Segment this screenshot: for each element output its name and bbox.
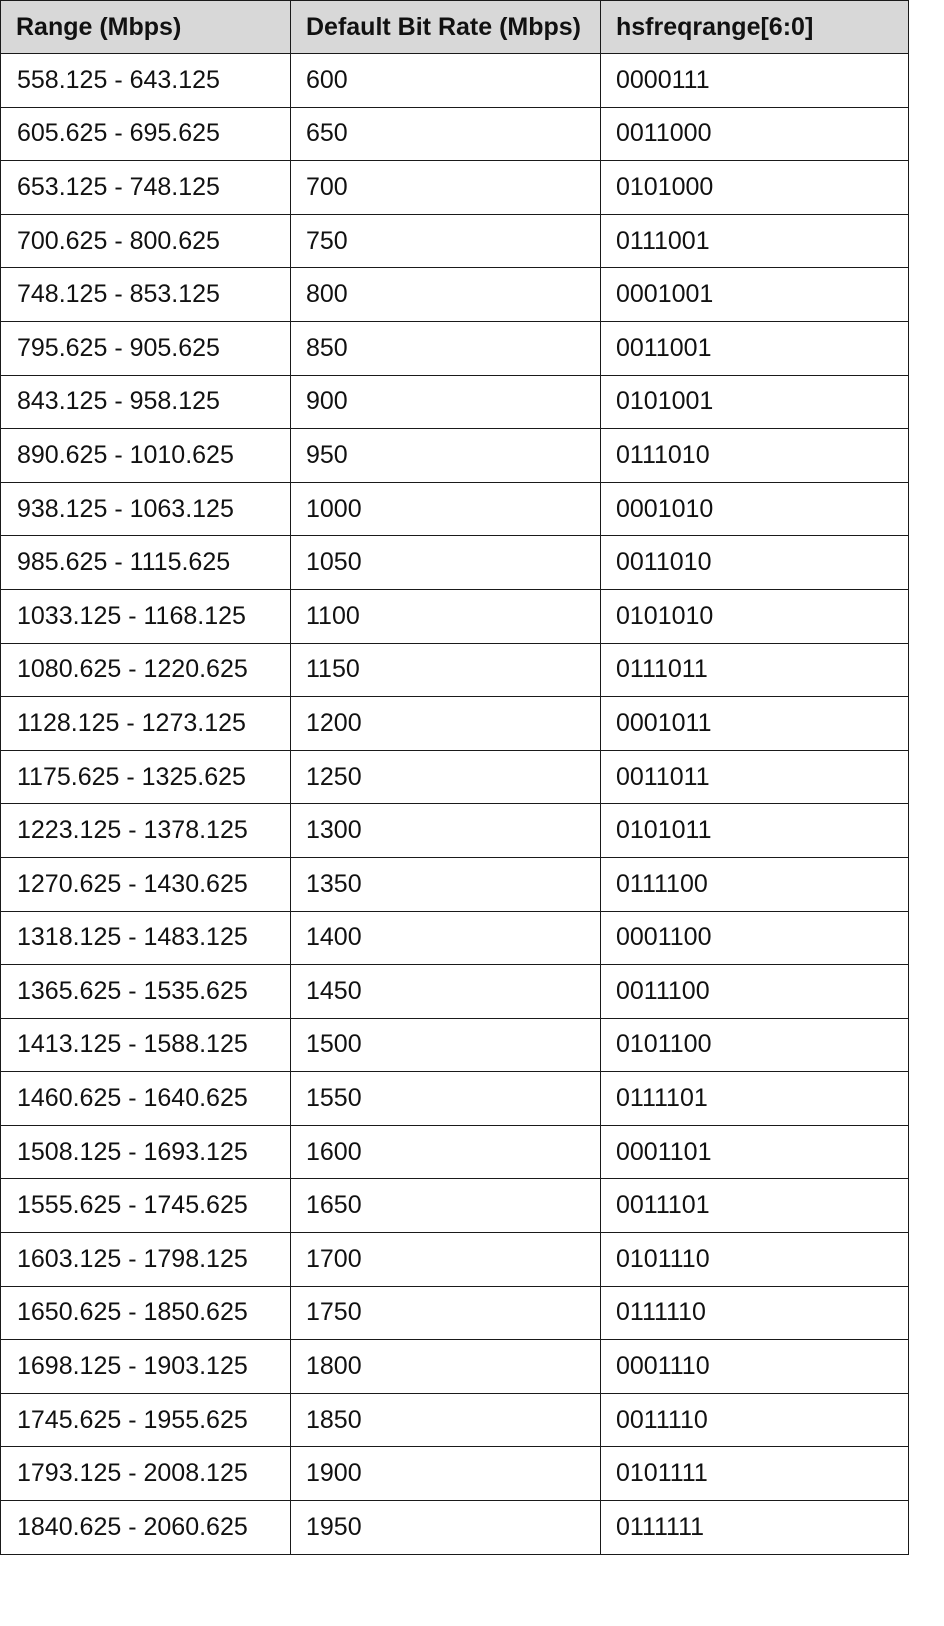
hsfreqrange-cell: 0101010 [601, 589, 909, 643]
hsfreqrange-cell: 0011001 [601, 321, 909, 375]
table-row [1, 1447, 909, 1501]
hsfreqrange-cell: 0101000 [601, 161, 909, 215]
table-row [1, 1125, 909, 1179]
hsfreqrange-cell: 0101111 [601, 1447, 909, 1501]
default-bit-rate-cell: 1100 [291, 589, 601, 643]
table-row [1, 1018, 909, 1072]
default-bit-rate-cell: 1450 [291, 965, 601, 1019]
table-row [1, 375, 909, 429]
range-cell: 1223.125 - 1378.125 [1, 804, 291, 858]
table-row [1, 1233, 909, 1287]
table-row [1, 161, 909, 215]
hsfreqrange-cell: 0011110 [601, 1393, 909, 1447]
default-bit-rate-cell: 1650 [291, 1179, 601, 1233]
default-bit-rate-cell: 1050 [291, 536, 601, 590]
hsfreqrange-cell: 0011010 [601, 536, 909, 590]
range-cell: 938.125 - 1063.125 [1, 482, 291, 536]
range-cell: 1128.125 - 1273.125 [1, 697, 291, 751]
range-cell: 1508.125 - 1693.125 [1, 1125, 291, 1179]
range-cell: 1793.125 - 2008.125 [1, 1447, 291, 1501]
range-cell: 1698.125 - 1903.125 [1, 1340, 291, 1394]
range-cell: 1745.625 - 1955.625 [1, 1393, 291, 1447]
column-header-hsfreqrange: hsfreqrange[6:0] [601, 1, 909, 54]
default-bit-rate-cell: 750 [291, 214, 601, 268]
table-row [1, 750, 909, 804]
hsfreqrange-cell: 0111101 [601, 1072, 909, 1126]
range-cell: 1175.625 - 1325.625 [1, 750, 291, 804]
table-row [1, 911, 909, 965]
table-row [1, 214, 909, 268]
default-bit-rate-cell: 1900 [291, 1447, 601, 1501]
default-bit-rate-cell: 1600 [291, 1125, 601, 1179]
range-cell: 605.625 - 695.625 [1, 107, 291, 161]
table-row [1, 107, 909, 161]
default-bit-rate-cell: 1850 [291, 1393, 601, 1447]
hsfreqrange-cell: 0001011 [601, 697, 909, 751]
default-bit-rate-cell: 1750 [291, 1286, 601, 1340]
default-bit-rate-cell: 1550 [291, 1072, 601, 1126]
hsfreqrange-cell: 0111010 [601, 429, 909, 483]
hsfreqrange-cell: 0101011 [601, 804, 909, 858]
table-row [1, 1393, 909, 1447]
default-bit-rate-cell: 650 [291, 107, 601, 161]
table-row [1, 1501, 909, 1555]
default-bit-rate-cell: 1300 [291, 804, 601, 858]
hsfreqrange-cell: 0111001 [601, 214, 909, 268]
default-bit-rate-cell: 950 [291, 429, 601, 483]
range-cell: 1603.125 - 1798.125 [1, 1233, 291, 1287]
default-bit-rate-cell: 700 [291, 161, 601, 215]
hsfreqrange-cell: 0001110 [601, 1340, 909, 1394]
table-row [1, 965, 909, 1019]
hsfreqrange-cell: 0101001 [601, 375, 909, 429]
default-bit-rate-cell: 1200 [291, 697, 601, 751]
range-cell: 748.125 - 853.125 [1, 268, 291, 322]
table-row [1, 857, 909, 911]
hsfreqrange-cell: 0111011 [601, 643, 909, 697]
default-bit-rate-cell: 800 [291, 268, 601, 322]
default-bit-rate-cell: 1800 [291, 1340, 601, 1394]
hsfreqrange-cell: 0001010 [601, 482, 909, 536]
range-cell: 843.125 - 958.125 [1, 375, 291, 429]
default-bit-rate-cell: 1000 [291, 482, 601, 536]
hsfreqrange-cell: 0101100 [601, 1018, 909, 1072]
table-row [1, 1340, 909, 1394]
default-bit-rate-cell: 1400 [291, 911, 601, 965]
table-row [1, 482, 909, 536]
default-bit-rate-cell: 900 [291, 375, 601, 429]
default-bit-rate-cell: 1350 [291, 857, 601, 911]
table-row [1, 536, 909, 590]
default-bit-rate-cell: 1700 [291, 1233, 601, 1287]
table-row [1, 321, 909, 375]
default-bit-rate-cell: 850 [291, 321, 601, 375]
table-row [1, 1286, 909, 1340]
range-cell: 1413.125 - 1588.125 [1, 1018, 291, 1072]
range-cell: 1270.625 - 1430.625 [1, 857, 291, 911]
range-cell: 1650.625 - 1850.625 [1, 1286, 291, 1340]
column-header-range: Range (Mbps) [1, 1, 291, 54]
table-row [1, 697, 909, 751]
range-cell: 1840.625 - 2060.625 [1, 1501, 291, 1555]
hsfreqrange-cell: 0111110 [601, 1286, 909, 1340]
range-cell: 1460.625 - 1640.625 [1, 1072, 291, 1126]
range-cell: 1555.625 - 1745.625 [1, 1179, 291, 1233]
hsfreqrange-cell: 0011011 [601, 750, 909, 804]
range-cell: 1080.625 - 1220.625 [1, 643, 291, 697]
hsfreqrange-cell: 0111111 [601, 1501, 909, 1555]
default-bit-rate-cell: 600 [291, 54, 601, 108]
table-row [1, 1072, 909, 1126]
hsfreqrange-cell: 0001001 [601, 268, 909, 322]
table-row [1, 268, 909, 322]
range-cell: 700.625 - 800.625 [1, 214, 291, 268]
table-body [1, 54, 909, 1555]
range-cell: 1318.125 - 1483.125 [1, 911, 291, 965]
range-cell: 985.625 - 1115.625 [1, 536, 291, 590]
default-bit-rate-cell: 1250 [291, 750, 601, 804]
table-row [1, 643, 909, 697]
column-header-default-bit-rate: Default Bit Rate (Mbps) [291, 1, 601, 54]
range-cell: 795.625 - 905.625 [1, 321, 291, 375]
table-row [1, 429, 909, 483]
range-cell: 558.125 - 643.125 [1, 54, 291, 108]
header-row [1, 1, 909, 54]
hsfreqrange-cell: 0111100 [601, 857, 909, 911]
hsfreqrange-cell: 0001101 [601, 1125, 909, 1179]
table-header [1, 1, 909, 54]
range-cell: 1033.125 - 1168.125 [1, 589, 291, 643]
range-cell: 890.625 - 1010.625 [1, 429, 291, 483]
table-row [1, 804, 909, 858]
default-bit-rate-cell: 1500 [291, 1018, 601, 1072]
hsfreqrange-cell: 0011101 [601, 1179, 909, 1233]
table-row [1, 1179, 909, 1233]
default-bit-rate-cell: 1950 [291, 1501, 601, 1555]
table-row [1, 589, 909, 643]
default-bit-rate-cell: 1150 [291, 643, 601, 697]
hsfreqrange-cell: 0000111 [601, 54, 909, 108]
hsfreqrange-cell: 0101110 [601, 1233, 909, 1287]
hsfreqrange-cell: 0011000 [601, 107, 909, 161]
hsfreqrange-cell: 0001100 [601, 911, 909, 965]
range-cell: 653.125 - 748.125 [1, 161, 291, 215]
table-row [1, 54, 909, 108]
hsfreqrange-cell: 0011100 [601, 965, 909, 1019]
range-cell: 1365.625 - 1535.625 [1, 965, 291, 1019]
